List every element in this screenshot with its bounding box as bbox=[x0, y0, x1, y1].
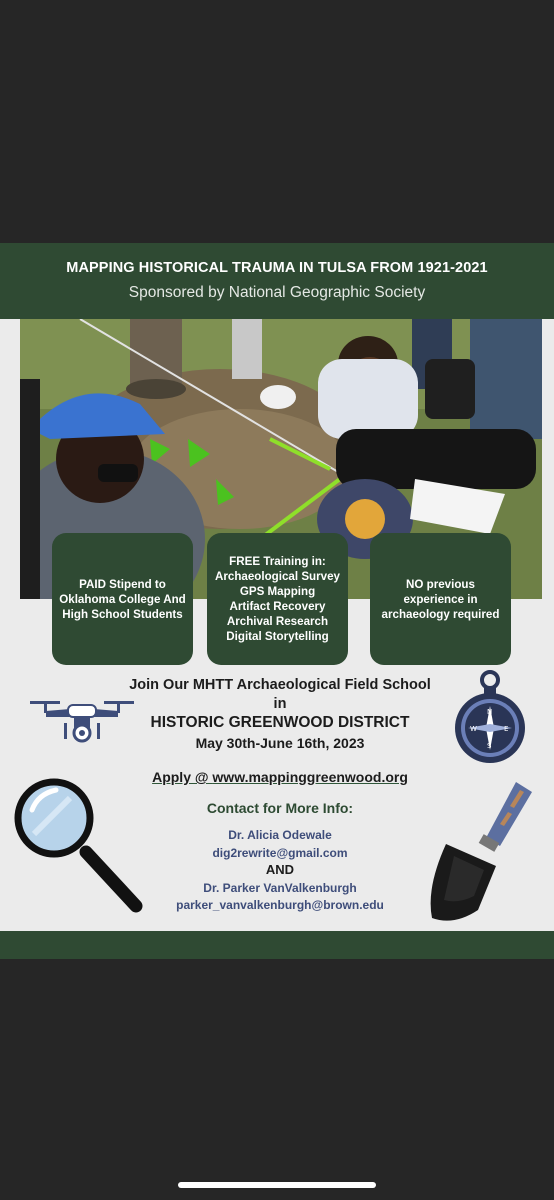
drone-icon bbox=[30, 695, 134, 747]
apply-url-link[interactable]: www.mappinggreenwood.org bbox=[212, 769, 408, 785]
apply-prefix: Apply @ bbox=[152, 769, 213, 785]
training-box: FREE Training in: Archaeological Survey GPS Mapping Artifact Recovery Archival Research Digital Storytelling bbox=[207, 533, 348, 665]
svg-text:W: W bbox=[470, 725, 477, 733]
contact-heading: Contact for More Info: bbox=[206, 800, 354, 816]
trowel-icon bbox=[424, 778, 540, 928]
flyer-sponsor: Sponsored by National Geographic Society bbox=[128, 284, 426, 301]
svg-text:S: S bbox=[487, 742, 492, 750]
home-indicator[interactable] bbox=[178, 1182, 376, 1188]
contact-and: AND bbox=[265, 862, 295, 877]
stipend-box: PAID Stipend to Oklahoma College And High School Students bbox=[52, 533, 193, 665]
flyer-title: MAPPING HISTORICAL TRAUMA IN TULSA FROM 1921-2021 bbox=[66, 260, 488, 276]
svg-text:E: E bbox=[504, 725, 509, 733]
contact-name-1: Dr. Alicia Odewale bbox=[228, 828, 332, 842]
bottom-banner-strip bbox=[0, 931, 554, 959]
title-banner bbox=[0, 243, 554, 319]
contact-email-2[interactable]: parker_vanvalkenburgh@brown.edu bbox=[176, 898, 384, 912]
contact-name-2: Dr. Parker VanValkenburgh bbox=[203, 881, 357, 895]
experience-box: NO previous experience in archaeology required bbox=[370, 533, 511, 665]
compass-icon bbox=[454, 670, 526, 766]
event-dates: May 30th-June 16th, 2023 bbox=[195, 735, 365, 751]
event-district: HISTORIC GREENWOOD DISTRICT bbox=[150, 714, 410, 731]
magnifying-glass-icon bbox=[14, 778, 144, 914]
svg-text:N: N bbox=[487, 708, 493, 716]
event-join-line: Join Our MHTT Archaeological Field School bbox=[129, 677, 431, 693]
event-in-line: in bbox=[273, 696, 287, 712]
contact-email-1[interactable]: dig2rewrite@gmail.com bbox=[212, 846, 348, 860]
